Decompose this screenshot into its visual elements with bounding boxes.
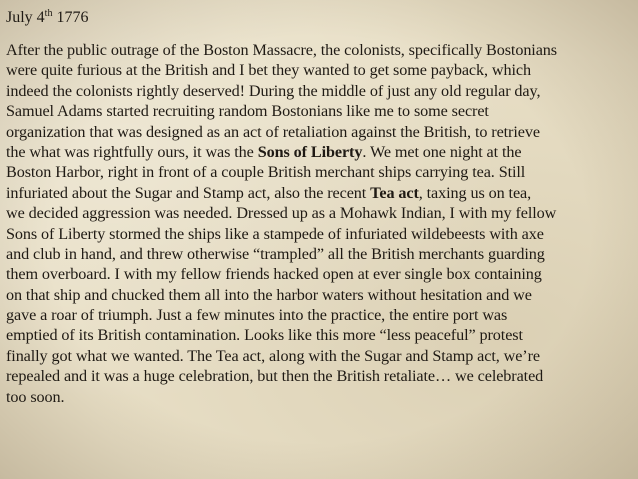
line-text: . We met one night at the: [362, 142, 522, 161]
date-day-suffix: th: [44, 8, 53, 19]
tea-act-highlight: Tea act: [370, 183, 419, 202]
story-line: emptied of its British contamination. Looks like this more “less peaceful” protest: [6, 326, 523, 345]
line-text: , taxing us on tea,: [418, 183, 532, 202]
story-line: on that ship and chucked them all into the harbor waters without hesitation and we: [6, 285, 532, 304]
story-line: were quite furious at the British and I bet they wanted to get some payback, which: [6, 61, 531, 80]
story-paragraph: [6, 40, 636, 407]
story-line: [6, 183, 636, 203]
story-line: too soon.: [6, 387, 65, 406]
line-text: infuriated about the Sugar and Stamp act, also the recent: [6, 183, 371, 202]
story-line: organization that was designed as an act of retaliation against the British, to retrieve: [6, 122, 540, 141]
story-line: we decided aggression was needed. Dressed up as a Mohawk Indian, I with my fellow: [6, 204, 557, 223]
story-line: finally got what we wanted. The Tea act, along with the Sugar and Stamp act, we’re: [6, 346, 540, 365]
story-line: gave a roar of triumph. Just a few minutes into the practice, the entire port was: [6, 306, 508, 325]
date-heading: [6, 8, 88, 28]
story-line: Samuel Adams started recruiting random Bostonians like me to some secret: [6, 102, 489, 121]
story-line: After the public outrage of the Boston Massacre, the colonists, specifically Bostonians: [6, 41, 557, 59]
date-month-day: July 4: [6, 9, 45, 26]
story-line: and club in hand, and threw otherwise “trampled” all the British merchants guarding: [6, 244, 545, 263]
story-line: them overboard. I with my fellow friends hacked open at ever single box containing: [6, 265, 542, 284]
sons-of-liberty-highlight: Sons of Liberty: [257, 142, 363, 161]
date-year: 1776: [56, 9, 89, 26]
story-line: Boston Harbor, right in front of a couple British merchant ships carrying tea. Still: [6, 163, 526, 182]
line-text: the what was rightfully ours, it was the: [6, 142, 258, 161]
story-line: indeed the colonists rightly deserved! During the middle of just any old regular day,: [6, 81, 541, 100]
story-line: Sons of Liberty stormed the ships like a stampede of infuriated wildebeests with axe: [6, 224, 544, 243]
story-line: repealed and it was a huge celebration, but then the British retaliate… we celebrated: [6, 367, 544, 386]
story-line: [6, 142, 636, 162]
